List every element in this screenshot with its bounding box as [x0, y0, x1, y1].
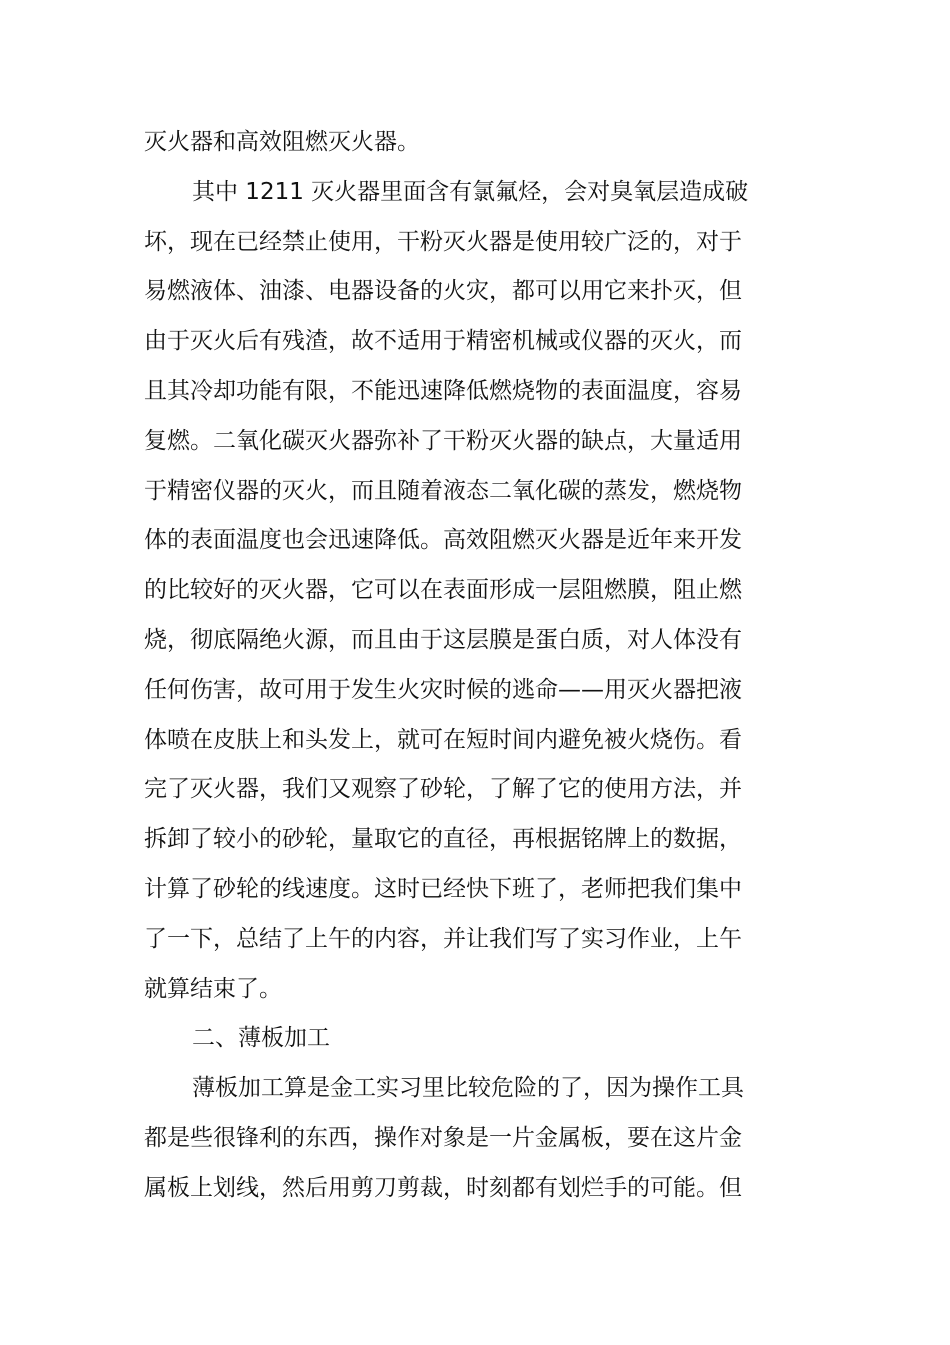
text-line: 都是些很锋利的东西，操作对象是一片金属板，要在这片金 [144, 1124, 742, 1151]
text-line: 烧，彻底隔绝火源，而且由于这层膜是蛋白质，对人体没有 [144, 626, 742, 653]
text-line: 拆卸了较小的砂轮，量取它的直径，再根据铭牌上的数据， [144, 826, 742, 853]
text-line: 完了灭火器，我们又观察了砂轮，了解了它的使用方法，并 [144, 776, 742, 803]
text-line: 且其冷却功能有限，不能迅速降低燃烧物的表面温度，容易 [144, 377, 742, 404]
text-line: 易燃液体、油漆、电器设备的火灾，都可以用它来扑灭，但 [144, 278, 742, 305]
text-line: 体喷在皮肤上和头发上，就可在短时间内避免被火烧伤。看 [144, 726, 742, 753]
text-line: 体的表面温度也会迅速降低。高效阻燃灭火器是近年来开发 [144, 527, 742, 554]
text-line: 坏，现在已经禁止使用，干粉灭火器是使用较广泛的，对于 [144, 228, 742, 255]
text-line: 其中 1211 灭火器里面含有氯氟烃，会对臭氧层造成破 [192, 178, 749, 205]
section-heading: 二、薄板加工 [192, 1025, 330, 1052]
text-line: 了一下，总结了上午的内容，并让我们写了实习作业，上午 [144, 925, 742, 952]
text-line: 任何伤害，故可用于发生火灾时候的逃命——用灭火器把液 [144, 676, 742, 703]
text-line: 复燃。二氧化碳灭火器弥补了干粉灭火器的缺点，大量适用 [144, 427, 742, 454]
body-text [144, 118, 784, 1214]
text-line: 灭火器和高效阻燃灭火器。 [144, 129, 420, 155]
text-line: 属板上划线，然后用剪刀剪裁，时刻都有划烂手的可能。但 [144, 1174, 742, 1201]
text-line: 薄板加工算是金工实习里比较危险的了，因为操作工具 [192, 1075, 744, 1102]
text-line: 由于灭火后有残渣，故不适用于精密机械或仪器的灭火，而 [144, 328, 742, 355]
text-line: 计算了砂轮的线速度。这时已经快下班了，老师把我们集中 [144, 875, 742, 902]
text-line: 于精密仪器的灭火，而且随着液态二氧化碳的蒸发，燃烧物 [144, 477, 742, 504]
text-line: 就算结束了。 [144, 975, 282, 1002]
text-line: 的比较好的灭火器，它可以在表面形成一层阻燃膜，阻止燃 [144, 577, 742, 604]
